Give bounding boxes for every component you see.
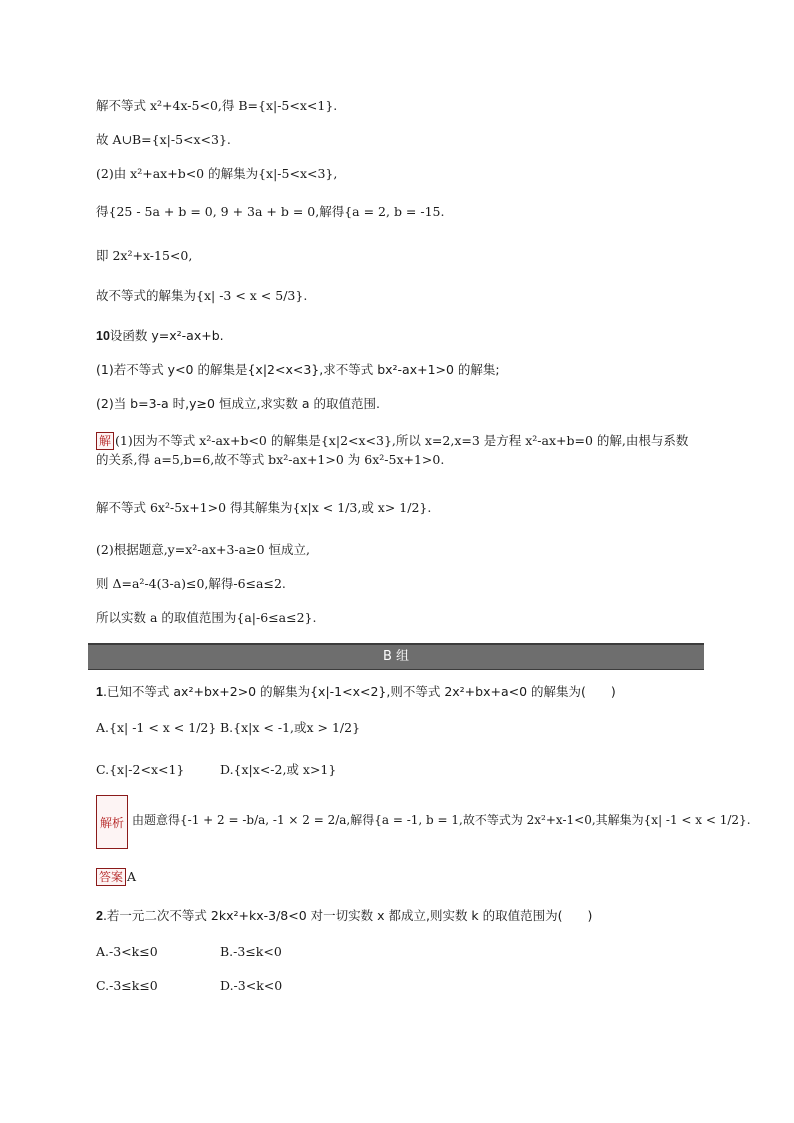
question-10-solution-2: 的关系,得 a=5,b=6,故不等式 bx²-ax+1>0 为 6x²-5x+1>0.: [96, 452, 445, 467]
solution-line-4: 得{25 - 5a + b = 0, 9 + 3a + b = 0,解得{a = 2, b = -15.: [96, 204, 445, 219]
question-text: 设函数 y=x²-ax+b.: [109, 328, 224, 343]
question-number: 1: [96, 685, 103, 699]
question-10-solution-4: (2)根据题意,y=x²-ax+3-a≥0 恒成立,: [96, 542, 310, 557]
solution-text: (1)因为不等式 x²-ax+b<0 的解集是{x|2<x<3},所以 x=2,x=3 是方程 x²-ax+b=0 的解,由根与系数: [115, 433, 689, 448]
question-text: .若一元二次不等式 2kx²+kx-3/8<0 对一切实数 x 都成立,则实数 k 的取值范围为( ): [102, 908, 593, 923]
question-10-stem: [96, 328, 224, 344]
solution-line-3: (2)由 x²+ax+b<0 的解集为{x|-5<x<3},: [96, 166, 338, 181]
option-d: D.-3<k<0: [220, 978, 283, 993]
question-number: 10: [96, 329, 110, 343]
solution-line-1: 解不等式 x²+4x-5<0,得 B={x|-5<x<1}.: [96, 98, 338, 113]
option-c: C.{x|-2<x<1}: [96, 762, 185, 777]
option-b: B.{x|x < -1,或x > 1/2}: [220, 720, 361, 735]
solution-line-6: 故不等式的解集为{x| -3 < x < 5/3}.: [96, 288, 308, 303]
question-10-solution-5: 则 Δ=a²-4(3-a)≤0,解得-6≤a≤2.: [96, 576, 286, 591]
analysis-text: 由题意得{-1 + 2 = -b/a, -1 × 2 = 2/a,解得{a = -1, b = 1,故不等式为 2x²+x-1<0,其解集为{x| -1 < x < 1/2}.: [132, 813, 751, 827]
question-10-part-1: (1)若不等式 y<0 的解集是{x|2<x<3},求不等式 bx²-ax+1>0 的解集;: [96, 362, 500, 377]
question-number: 2: [96, 909, 103, 923]
question-10-solution-1: [96, 432, 688, 450]
section-b-header: B 组: [88, 643, 704, 670]
answer-line: [96, 868, 136, 886]
option-a: A.{x| -1 < x < 1/2}: [96, 720, 217, 735]
solution-tag: 解: [96, 432, 114, 450]
solution-line-5: 即 2x²+x-15<0,: [96, 248, 193, 263]
analysis-tag: 解析: [96, 795, 128, 849]
solution-line-2: 故 A∪B={x|-5<x<3}.: [96, 132, 231, 147]
question-text: .已知不等式 ax²+bx+2>0 的解集为{x|-1<x<2},则不等式 2x²+bx+a<0 的解集为( ): [102, 684, 616, 699]
option-b: B.-3≤k<0: [220, 944, 282, 959]
question-b1-stem: [96, 684, 616, 700]
answer-value: A: [127, 869, 137, 884]
question-10-solution-6: 所以实数 a 的取值范围为{a|-6≤a≤2}.: [96, 610, 317, 625]
question-b2-stem: [96, 908, 592, 924]
question-10-part-2: (2)当 b=3-a 时,y≥0 恒成立,求实数 a 的取值范围.: [96, 396, 381, 411]
option-d: D.{x|x<-2,或 x>1}: [220, 762, 337, 777]
option-a: A.-3<k≤0: [96, 944, 158, 959]
question-10-solution-3: 解不等式 6x²-5x+1>0 得其解集为{x|x < 1/3,或 x> 1/2}.: [96, 500, 432, 515]
answer-tag: 答案: [96, 868, 126, 886]
option-c: C.-3≤k≤0: [96, 978, 158, 993]
